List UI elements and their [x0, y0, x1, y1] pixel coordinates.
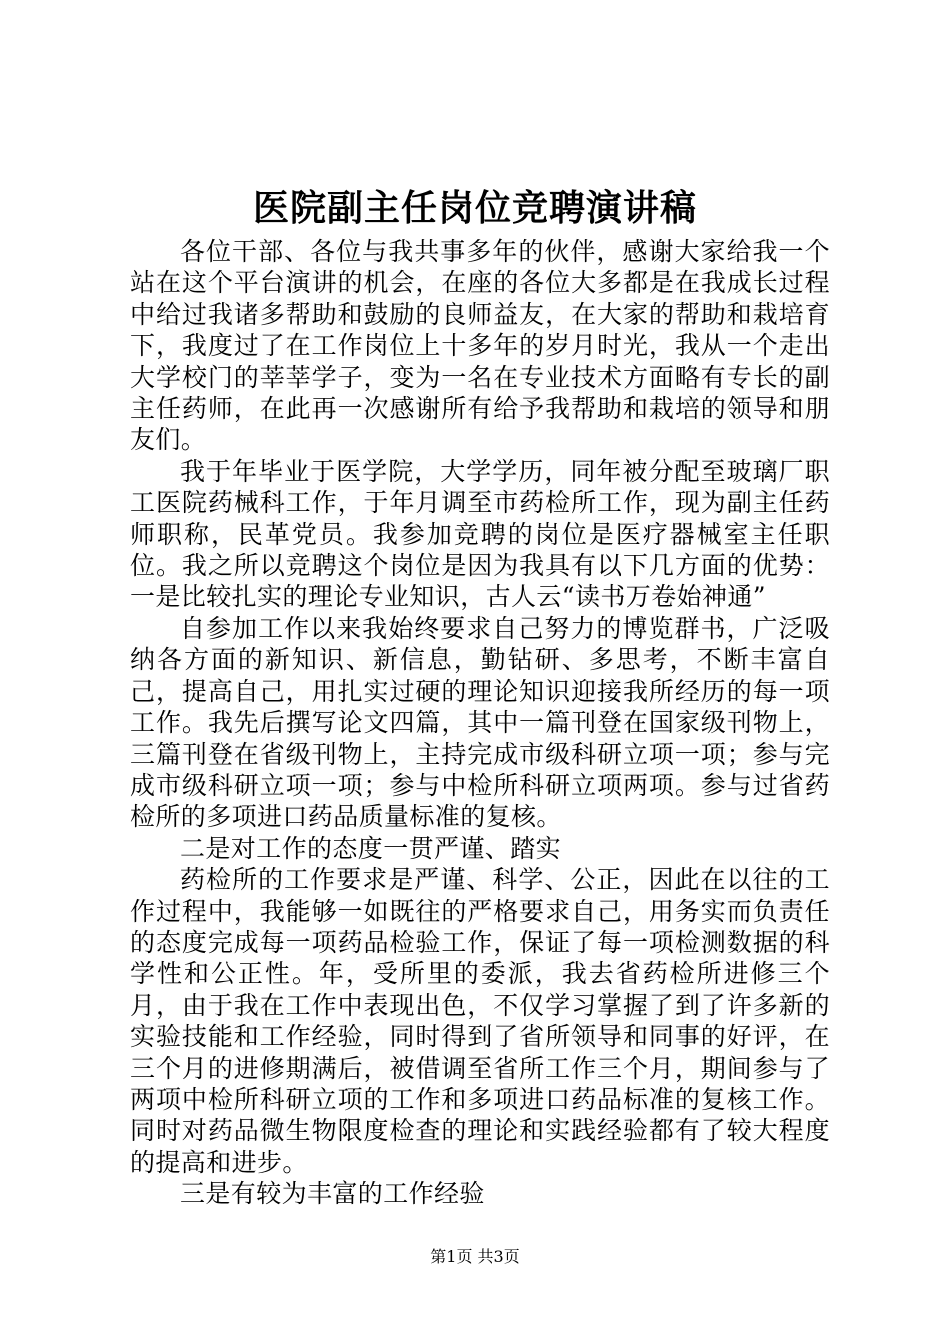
document-body [130, 236, 830, 1210]
document-title: 医院副主任岗位竞聘演讲稿 [252, 187, 697, 229]
paragraph-greeting: 各位干部、各位与我共事多年的伙伴，感谢大家给我一个站在这个平台演讲的机会，在座的各位大多都是在我成长过程中给过我诸多帮助和鼓励的良师益友，在大家的帮助和栽培育下，我度过了在工作岗位上十多年的岁月时光，我从一个走出大学校门的莘莘学子，变为一名在专业技术方面略有专长的副主任药师，在此再一次感谢所有给予我帮助和栽培的领导和朋友们。 [130, 237, 830, 455]
page-footer: 第1页 共3页 [430, 1247, 520, 1266]
paragraph-heading-experience: 三是有较为丰富的工作经验 [180, 1179, 485, 1209]
paragraph-background: 我于年毕业于医学院，大学学历，同年被分配至玻璃厂职工医院药械科工作，于年月调至市药检所工作，现为副主任药师职称，民革党员。我参加竞聘的岗位是医疗器械室主任职位。我之所以竞聘这个岗位是因为我具有以下几方面的优势：一是比较扎实的理论专业知识，古人云“读书万卷始神通” [130, 456, 830, 612]
paragraph-work-attitude: 药检所的工作要求是严谨、科学、公正，因此在以往的工作过程中，我能够一如既往的严格要求自己，用务实而负责任的态度完成每一项药品检验工作，保证了每一项检测数据的科学性和公正性。年，受所里的委派，我去省药检所进修三个月，由于我在工作中表现出色，不仅学习掌握了到了许多新的实验技能和工作经验，同时得到了省所领导和同事的好评，在三个月的进修期满后，被借调至省所工作三个月，期间参与了两项中检所科研立项的工作和多项进口药品标准的复核工作。同时对药品微生物限度检查的理论和实践经验都有了较大程度的提高和进步。 [130, 865, 830, 1177]
paragraph-theory-knowledge: 自参加工作以来我始终要求自己努力的博览群书，广泛吸纳各方面的新知识、新信息，勤钻研、多思考，不断丰富自己，提高自己，用扎实过硬的理论知识迎接我所经历的每一项工作。我先后撰写论文四篇，其中一篇刊登在国家级刊物上，三篇刊登在省级刊物上，主持完成市级科研立项一项；参与完成市级科研立项一项；参与中检所科研立项两项。参与过省药检所的多项进口药品质量标准的复核。 [130, 613, 830, 832]
paragraph-heading-attitude: 二是对工作的态度一贯严谨、踏实 [180, 833, 562, 863]
